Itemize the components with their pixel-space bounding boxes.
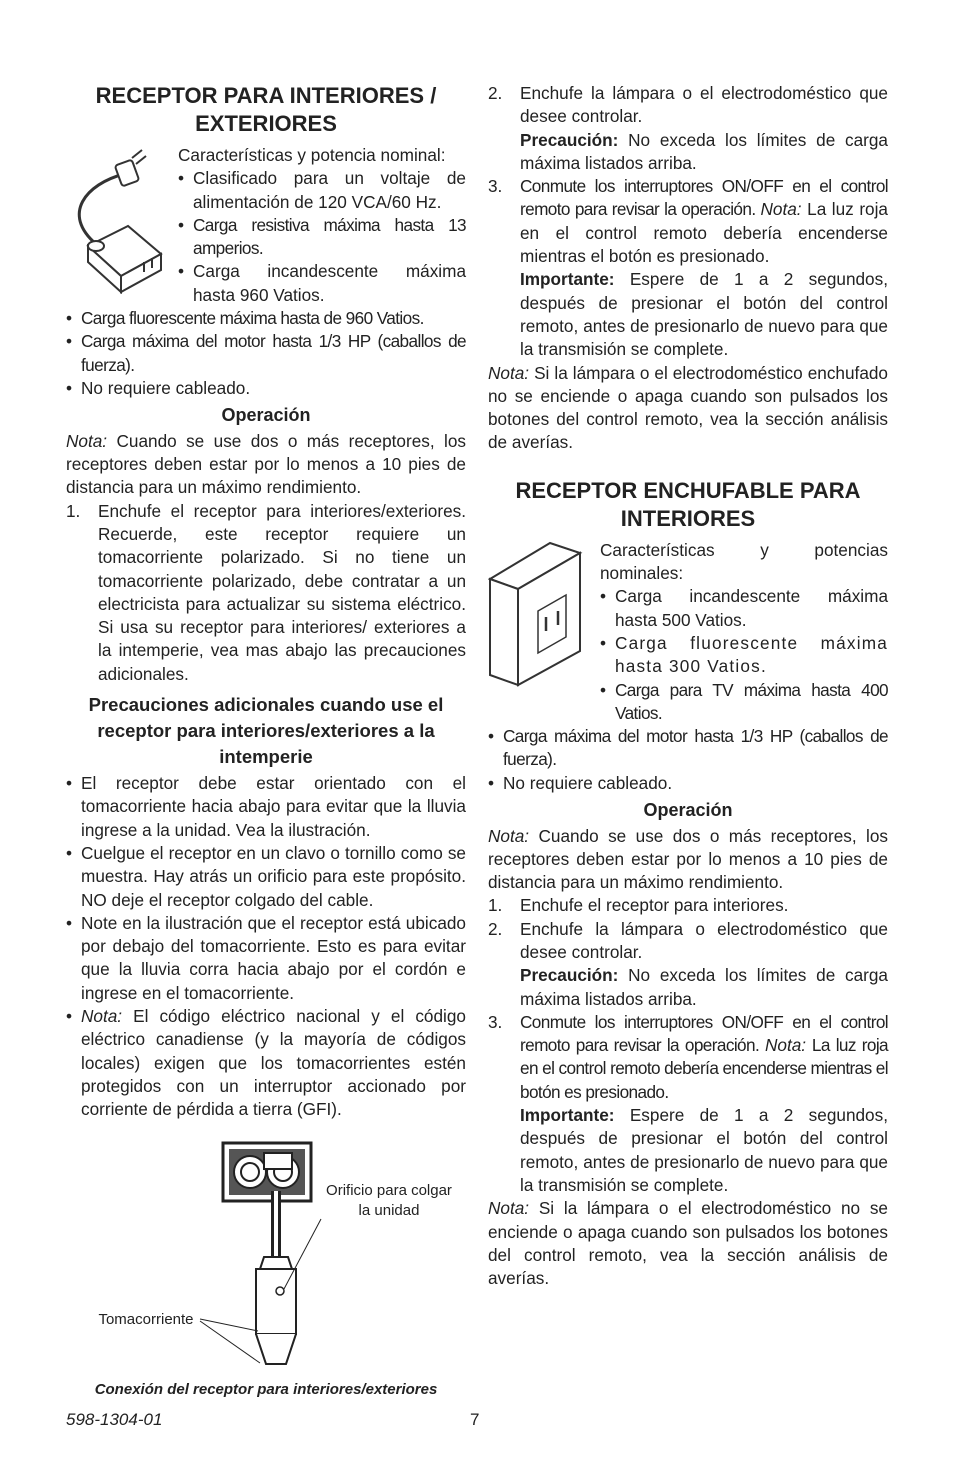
operation-steps: [488, 894, 888, 1197]
section-title-indoor-outdoor: RECEPTOR PARA INTERIORES / EXTERIORES: [95, 83, 437, 136]
right-column: [488, 82, 888, 1290]
left-column: [66, 82, 466, 1402]
feature-item: • No requiere cableado.: [66, 377, 466, 400]
features-intro: Características y potencia nominal:: [178, 145, 446, 165]
indoor-outdoor-receiver-illustration: [66, 144, 178, 294]
page-number: 7: [470, 1410, 480, 1429]
operation-note: Nota: Cuando se use dos o más receptores, los receptores deben estar por lo menos a 10 pies de distancia para un máximo rendimiento.: [66, 430, 466, 498]
feature-item: • Carga máxima del motor hasta 1/3 HP (caballos de fuerza).: [488, 725, 888, 772]
plug-in-receiver-illustration: [488, 539, 600, 689]
feature-item: • No requiere cableado.: [488, 772, 888, 795]
feature-item: • Carga incandescente máxima hasta 500 Vatios.: [600, 585, 888, 632]
step-item: 3. Conmute los interruptores ON/OFF en el control remoto para revisar la operación. Nota: La luz roja en el control remoto debería encenderse mientras el botón es presionado. Importante: Espere de 1 a 2 segundos, después de presionar el botón del control remoto, antes de presionarlo de nuevo para que la transmisión se complete.: [488, 1011, 888, 1195]
operation-steps-continued: [488, 82, 888, 362]
document-code: 598-1304-01: [66, 1410, 163, 1429]
features-list: [178, 167, 466, 307]
step-item: 1. Enchufe el receptor para interiores/exteriores. Recuerde, este receptor requiere un tomacorriente polarizado. Si no tiene un tomacorriente polarizado, debe contratar a un electricista para actualizar su sistema eléctrico. Si usa su receptor para interiores/ exteriores a la intemperie, vea mas abajo las precauciones adicionales.: [66, 500, 466, 684]
feature-item: • Carga fluorescente máxima hasta 300 Vatios.: [600, 632, 888, 679]
features-intro: Características y potencias nominales:: [600, 539, 888, 584]
step-item: 2. Enchufe la lámpara o electrodoméstico que desee controlar. Precaución: No exceda los límites de carga máxima listados arriba.: [488, 918, 888, 1009]
feature-item: • Carga para TV máxima hasta 400 Vatios.: [600, 679, 888, 726]
troubleshoot-note: Nota: Si la lámpara o el electrodoméstico enchufado no se enciende o apaga cuando son pulsados los botones del control remoto, vea la sección análisis de averías.: [488, 362, 888, 453]
section-title-plug-in: RECEPTOR ENCHUFABLE PARA INTERIORES: [515, 477, 861, 531]
precaution-item: • Nota: El código eléctrico nacional y el código eléctrico canadiense (y la mayoría de códigos locales) exigen que los tomacorrientes estén protegidos con un interruptor accionado por corriente de pérdida a tierra (GFI).: [66, 1005, 466, 1121]
operation-note: Nota: Cuando se use dos o más receptores, los receptores deben estar por lo menos a 10 pies de distancia para un máximo rendimiento.: [488, 825, 888, 893]
feature-item: • Clasificado para un voltaje de alimentación de 120 VCA/60 Hz.: [178, 167, 466, 214]
precaution-item: • Note en la ilustración que el receptor está ubicado por debajo del tomacorriente. Esto es para evitar que la lluvia corra hacia abajo por el cordón e ingrese en el tomacorriente.: [66, 912, 466, 1005]
features-block: [488, 539, 888, 725]
figure-label-hole: Orificio para colgar la unidad: [326, 1182, 452, 1220]
feature-item: • Carga fluorescente máxima hasta de 960 Vatios.: [66, 307, 466, 330]
precautions-list: [66, 772, 466, 1121]
features-block: [66, 144, 466, 307]
step-item: 1. Enchufe el receptor para interiores.: [488, 895, 789, 916]
feature-item: • Carga incandescente máxima hasta 960 Vatios.: [178, 260, 466, 307]
precaution-item: • Cuelgue el receptor en un clavo o tornillo como se muestra. Hay atrás un orificio para este propósito. NO deje el receptor colgado del cable.: [66, 842, 466, 912]
step-item: 2. Enchufe la lámpara o el electrodoméstico que desee controlar. Precaución: No exceda los límites de carga máxima listados arriba.: [488, 83, 888, 173]
features-list-full: [66, 307, 466, 400]
precaution-item: • El receptor debe estar orientado con el tomacorriente hacia abajo para evitar que la lluvia ingrese a la unidad. Vea la ilustración.: [66, 772, 466, 842]
troubleshoot-note: Nota: Si la lámpara o el electrodoméstico no se enciende o apaga cuando son pulsados los botones del control remoto, vea la sección análisis de averías.: [488, 1198, 888, 1289]
features-list-full: [488, 725, 888, 795]
receiver-connection-figure: [66, 1131, 466, 1376]
operation-heading: Operación: [643, 800, 733, 821]
operation-heading: Operación: [221, 405, 311, 426]
feature-item: • Carga máxima del motor hasta 1/3 HP (caballos de fuerza).: [66, 330, 466, 377]
feature-item: • Carga resistiva máxima hasta 13 amperios.: [178, 214, 466, 261]
step-item: 3. Conmute los interruptores ON/OFF en el control remoto para revisar la operación. Nota: La luz roja en el control remoto debería encenderse mientras el botón es presionado. Importante: Espere de 1 a 2 segundos, después de presionar el botón del control remoto, antes de presionarlo de nuevo para que la transmisión se complete.: [488, 176, 888, 360]
features-list: [600, 585, 888, 725]
precautions-heading: Precauciones adicionales cuando use el receptor para interiores/exteriores a la intemperie: [88, 694, 444, 768]
operation-steps: [66, 500, 466, 686]
figure-caption: Conexión del receptor para interiores/exteriores: [94, 1381, 438, 1399]
figure-label-outlet: Tomacorriente: [98, 1311, 194, 1329]
